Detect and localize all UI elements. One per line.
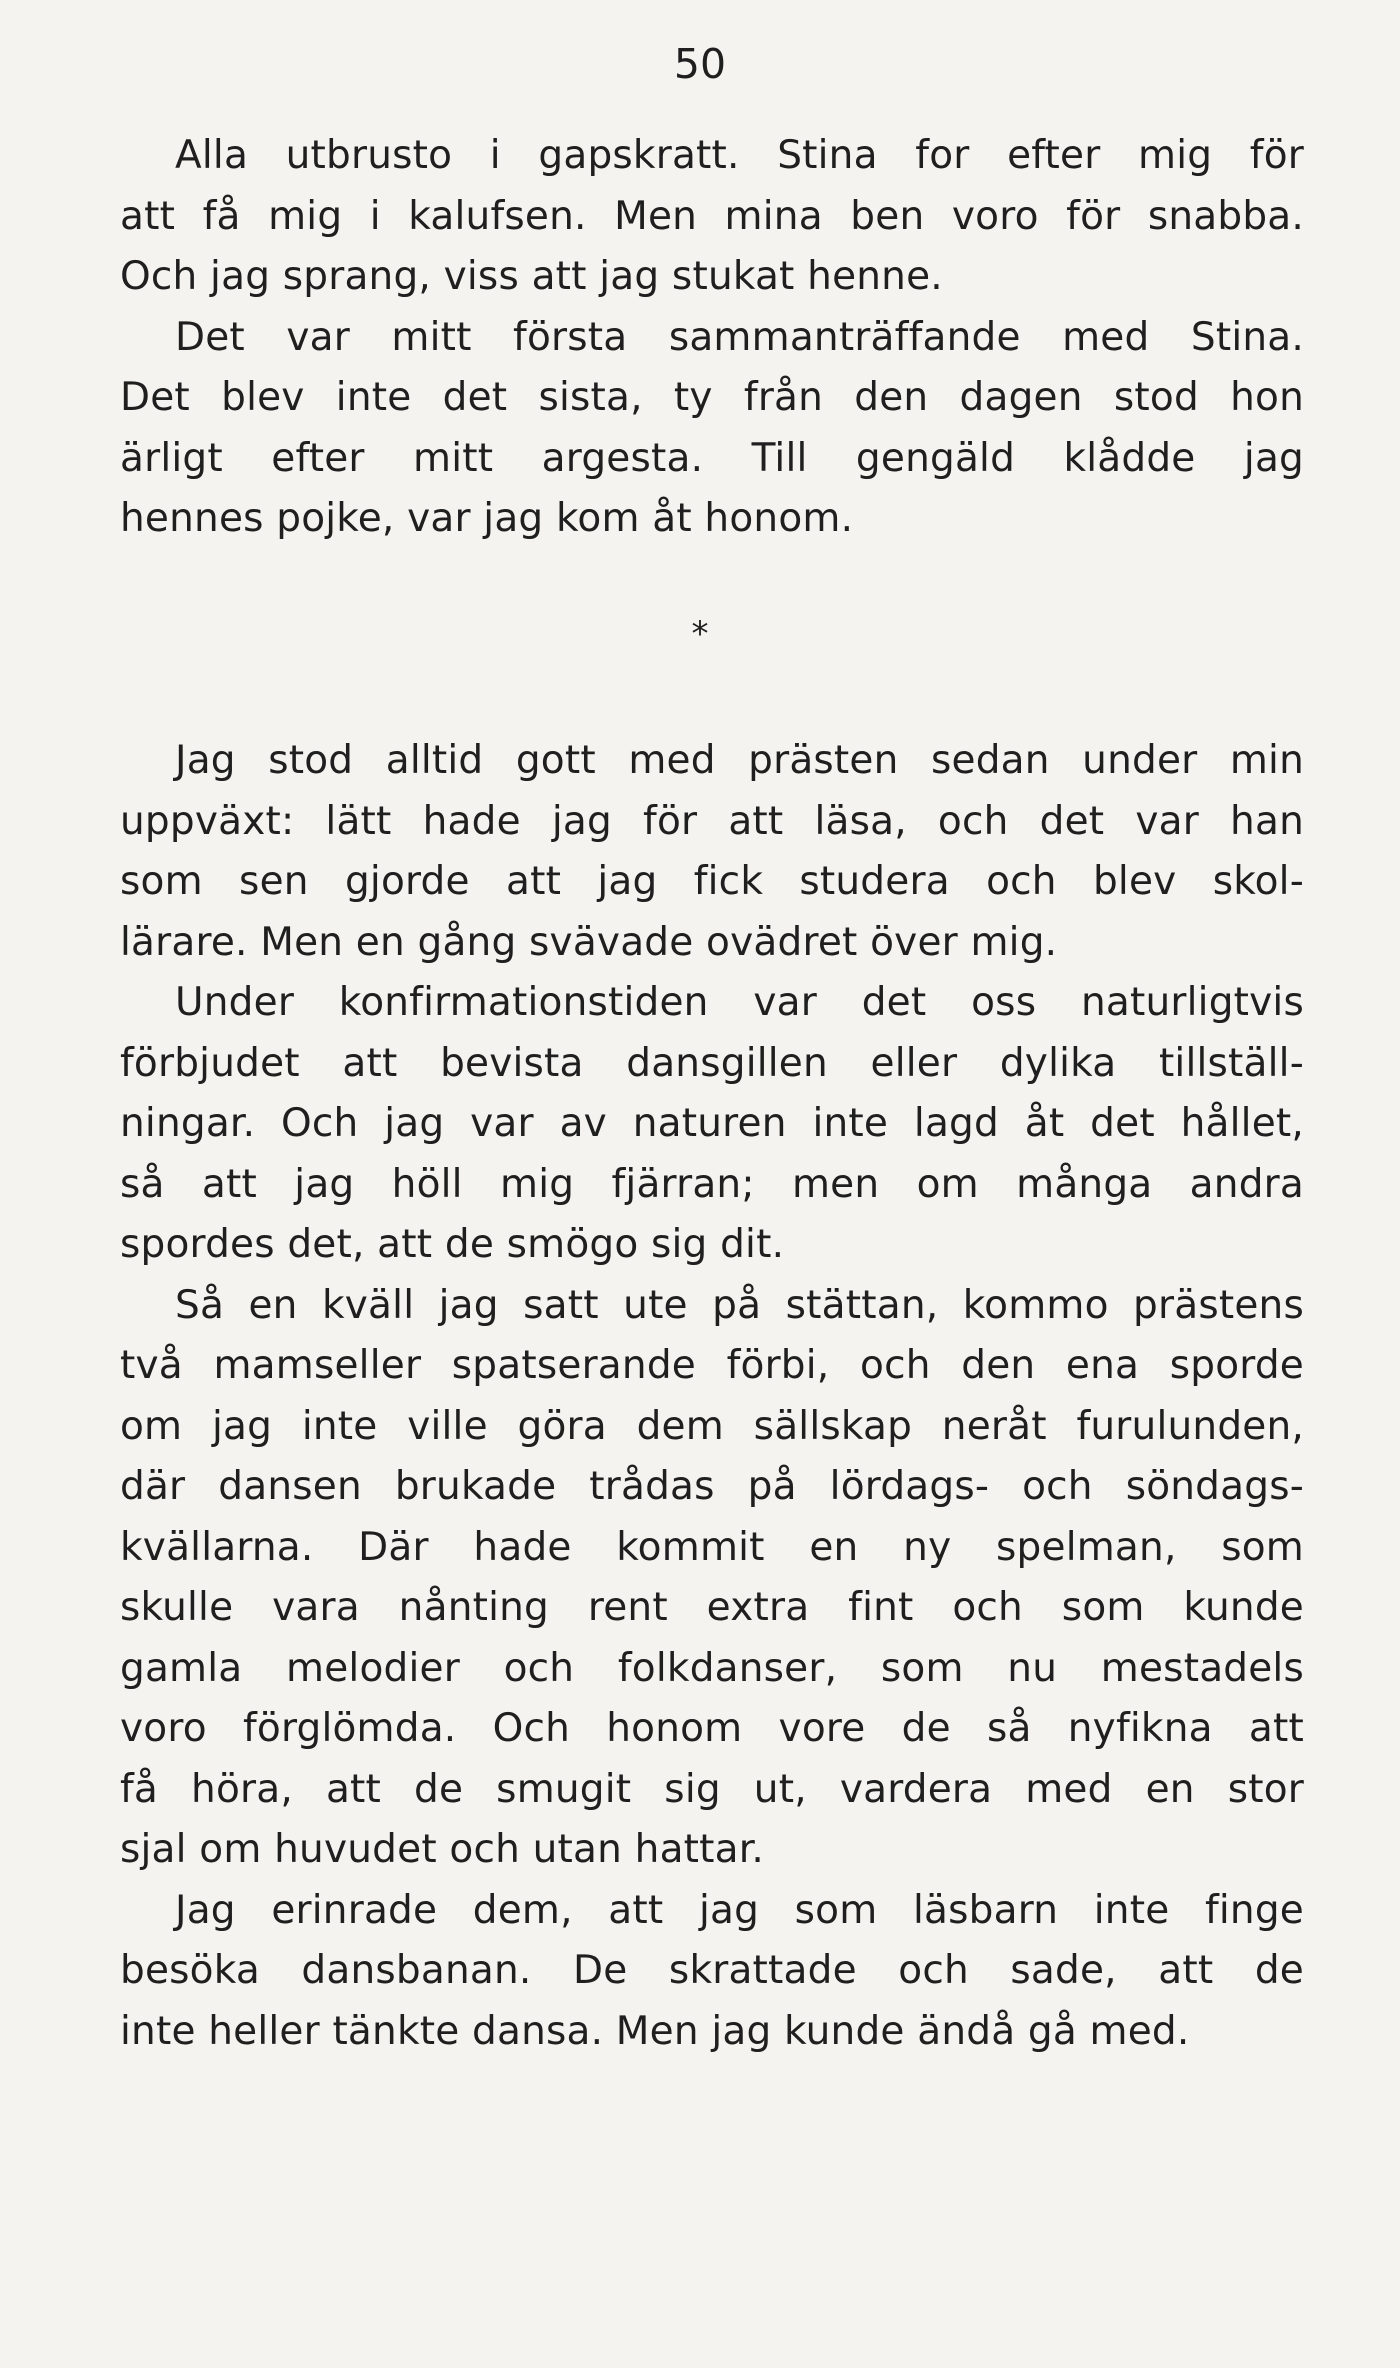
text-line: gamla melodier och folkdanser, som nu mestadels bbox=[120, 1645, 1304, 1691]
text-line: hennes pojke, var jag kom åt honom. bbox=[120, 496, 854, 541]
text-line: Det blev inte det sista, ty från den dagen stod hon bbox=[120, 375, 1304, 420]
text-line: besöka dansbanan. De skrattade och sade, att de bbox=[120, 1948, 1304, 1993]
text-line: Alla utbrusto i gapskratt. Stina for efter mig för bbox=[175, 133, 1304, 178]
text-line: spordes det, att de smögo sig dit. bbox=[120, 1222, 785, 1267]
text-line: två mamseller spatserande förbi, och den ena sporde bbox=[120, 1343, 1304, 1388]
text-line: skulle vara nånting rent extra fint och som kunde bbox=[120, 1585, 1304, 1630]
text-line: voro förglömda. Och honom vore de så nyfikna att bbox=[120, 1706, 1304, 1751]
text-line: Och jag sprang, viss att jag stukat henne. bbox=[120, 254, 943, 299]
text-line: inte heller tänkte dansa. Men jag kunde ändå gå med. bbox=[120, 2008, 1190, 2054]
text-section-1 bbox=[120, 126, 1304, 550]
text-line: Jag erinrade dem, att jag som läsbarn inte finge bbox=[175, 1887, 1304, 1933]
text-line: om jag inte ville göra dem sällskap neråt furulunden, bbox=[120, 1403, 1304, 1449]
text-line: där dansen brukade trådas på lördags- och söndags- bbox=[120, 1464, 1304, 1509]
text-line: att få mig i kalufsen. Men mina ben voro för snabba. bbox=[120, 193, 1304, 239]
text-line: Under konfirmationstiden var det oss naturligtvis bbox=[175, 980, 1304, 1025]
text-line: kvällarna. Där hade kommit en ny spelman, som bbox=[120, 1524, 1304, 1570]
section-separator: * bbox=[691, 614, 709, 654]
text-line: uppväxt: lätt hade jag för att läsa, och det var han bbox=[120, 798, 1304, 844]
text-line: sjal om huvudet och utan hattar. bbox=[120, 1827, 764, 1872]
text-line: ningar. Och jag var av naturen inte lagd åt det hållet, bbox=[120, 1101, 1304, 1146]
text-line: Så en kväll jag satt ute på stättan, kommo prästens bbox=[175, 1282, 1304, 1328]
text-line: så att jag höll mig fjärran; men om många andra bbox=[120, 1161, 1304, 1207]
text-line: Jag stod alltid gott med prästen sedan under min bbox=[175, 738, 1304, 783]
text-line: ärligt efter mitt argesta. Till gengäld klådde jag bbox=[120, 435, 1304, 481]
page-number: 50 bbox=[673, 40, 727, 88]
text-line: som sen gjorde att jag fick studera och blev skol- bbox=[120, 859, 1304, 904]
text-line: förbjudet att bevista dansgillen eller dylika tillställ- bbox=[120, 1040, 1304, 1086]
text-line: få höra, att de smugit sig ut, vardera med en stor bbox=[120, 1766, 1304, 1812]
text-line: Det var mitt första sammanträffande med Stina. bbox=[175, 314, 1304, 360]
text-line: lärare. Men en gång svävade ovädret över mig. bbox=[120, 919, 1058, 965]
text-section-2 bbox=[120, 731, 1304, 2062]
